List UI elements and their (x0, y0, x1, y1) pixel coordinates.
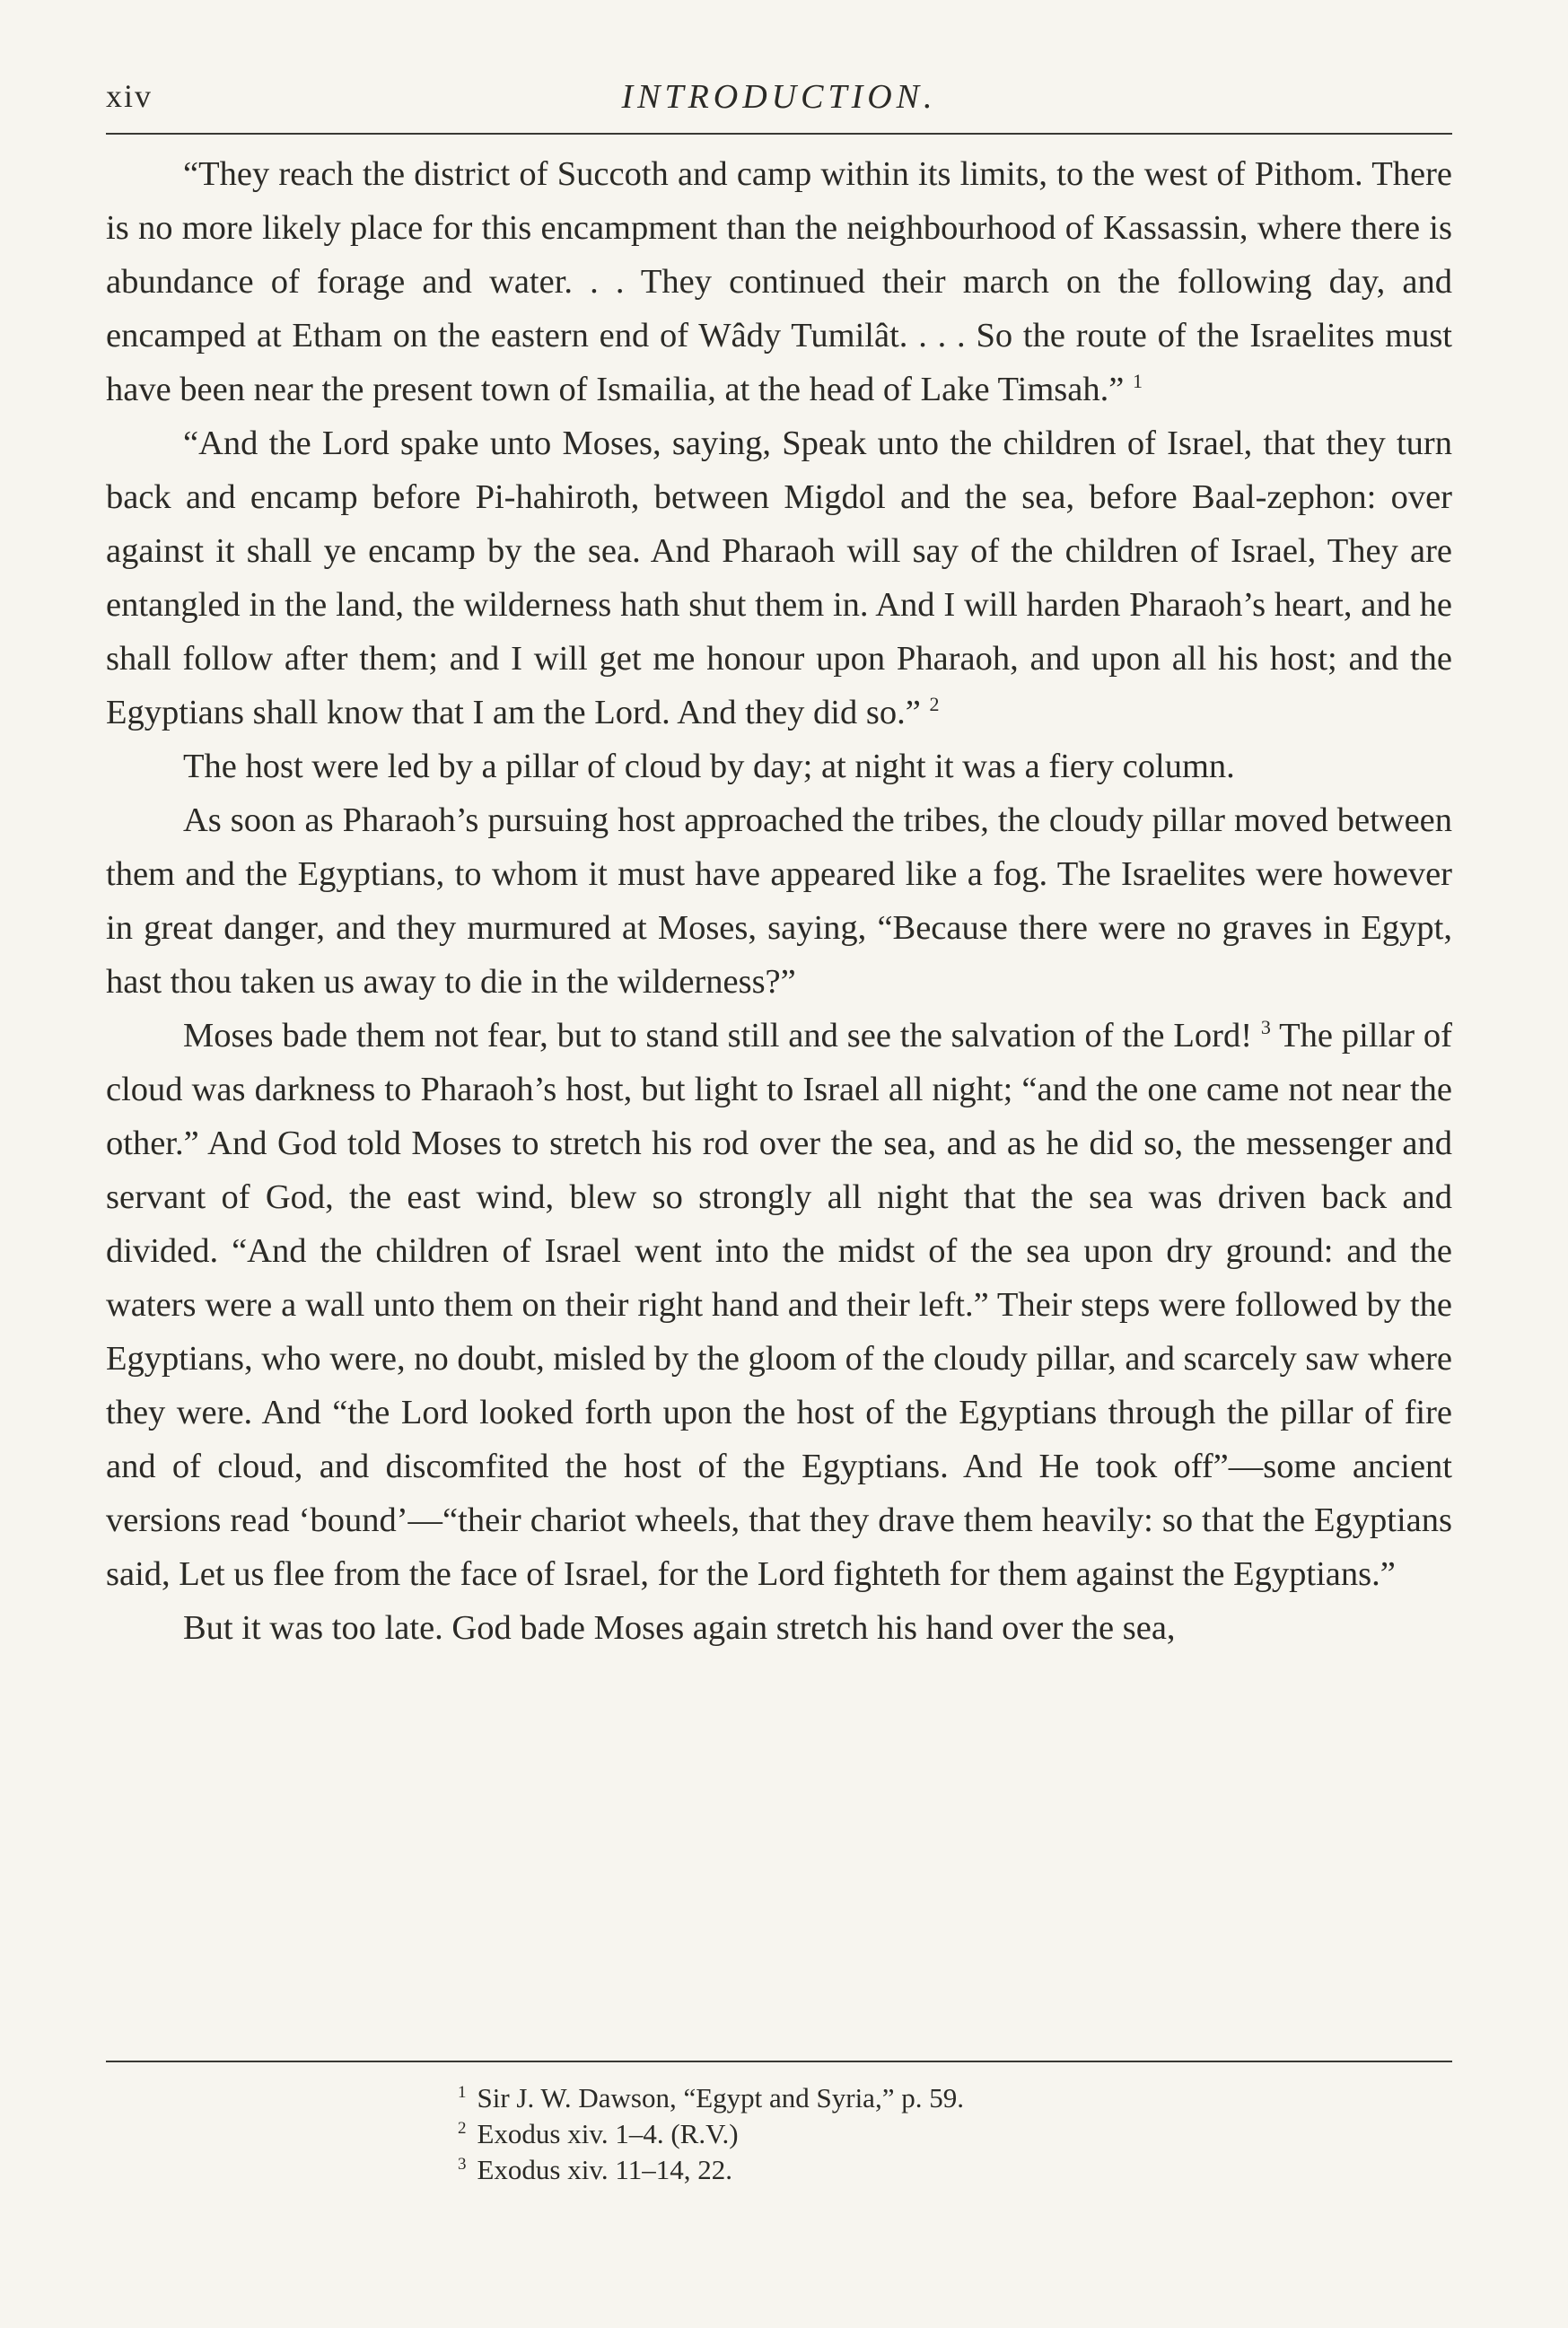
footnote-mark: 3 (458, 2154, 467, 2174)
footnote-ref: 3 (1260, 1016, 1271, 1039)
footnote (458, 2080, 1355, 2116)
footnote-mark: 1 (458, 2082, 467, 2102)
footnote (458, 2152, 1355, 2188)
paragraph (106, 1601, 1452, 1655)
footnotes (458, 2080, 1355, 2188)
paragraph-text: As soon as Pharaoh’s pursuing host approached the tribes, the cloudy pillar moved between them and the Egyptians, to whom it must have appeared like a fog. The Israelites were however in great danger, and they murmured at Moses, saying, “Because there were no graves in Egypt, hast thou taken us away to die in the wilderness?” (106, 801, 1452, 1001)
footnote-text: Sir J. W. Dawson, “Egypt and Syria,” p. 59. (477, 2082, 964, 2114)
paragraph (106, 740, 1452, 793)
paragraph (106, 147, 1452, 416)
footnote (458, 2116, 1355, 2152)
paragraph-text: “And the Lord spake unto Moses, saying, Speak unto the children of Israel, that they turn back and encamp before Pi-hahiroth, between Migdol and the sea, before Baal-zephon: over against it shall ye encamp by the sea. And Pharaoh will say of the children of Israel, They are entangled in the land, the wilderness hath shut them in. And I will harden Pharaoh’s heart, and he shall follow after them; and I will get me honour upon Pharaoh, and upon all his host; and the Egyptians shall know that I am the Lord. And they did so.” (106, 424, 1452, 731)
paragraph-text: But it was too late. God bade Moses again stretch his hand over the sea, (183, 1609, 1176, 1647)
paragraph (106, 1009, 1452, 1601)
header-rule (106, 133, 1452, 135)
footnote-rule (106, 2061, 1452, 2062)
footnote-text: Exodus xiv. 1–4. (R.V.) (477, 2118, 739, 2149)
footnote-mark: 2 (458, 2118, 467, 2138)
paragraph-text: The pillar of cloud was darkness to Pharaoh’s host, but light to Israel all night; “and the one came not near the other.” And God told Moses to stretch his rod over the sea, and as he did so, the messenger and servant of God, the east wind, blew so strongly all night that the sea was driven back and divided. “And the children of Israel went into the midst of the sea upon dry ground: and the waters were a wall unto them on their right hand and their left.” Their steps were followed by the Egyptians, who were, no doubt, misled by the gloom of the cloudy pillar, and scarcely saw where they were. And “the Lord looked forth upon the host of the Egyptians through the pillar of fire and of cloud, and discomfited the host of the Egyptians. And He took off”—some ancient versions read ‘bound’—“their chariot wheels, that they drave them heavily: so that the Egyptians said, Let us flee from the face of Israel, for the Lord fighteth for them against the Egyptians.” (106, 1017, 1453, 1593)
footnote-ref: 1 (1132, 370, 1143, 393)
paragraph-text: Moses bade them not fear, but to stand still and see the salvation of the Lord! (183, 1017, 1253, 1055)
footnote-text: Exodus xiv. 11–14, 22. (477, 2154, 732, 2185)
running-title: INTRODUCTION. (621, 78, 937, 116)
page-number: xiv (106, 78, 153, 114)
body-text (106, 147, 1452, 1655)
paragraph (106, 416, 1452, 740)
paragraph-text: “They reach the district of Succoth and camp within its limits, to the west of Pithom. There is no more likely place for this encampment than the neighbourhood of Kassassin, where there is abundance of forage and water. . . They continued their march on the following day, and encamped at Etham on the eastern end of Wâdy Tumilât. . . . So the route of the Israelites must have been near the present town of Ismailia, at the head of Lake Timsah.” (106, 155, 1452, 408)
page-header (106, 77, 1452, 124)
footnote-ref: 2 (929, 693, 940, 716)
paragraph (106, 793, 1452, 1009)
paragraph-text: The host were led by a pillar of cloud by day; at night it was a fiery column. (183, 748, 1235, 785)
